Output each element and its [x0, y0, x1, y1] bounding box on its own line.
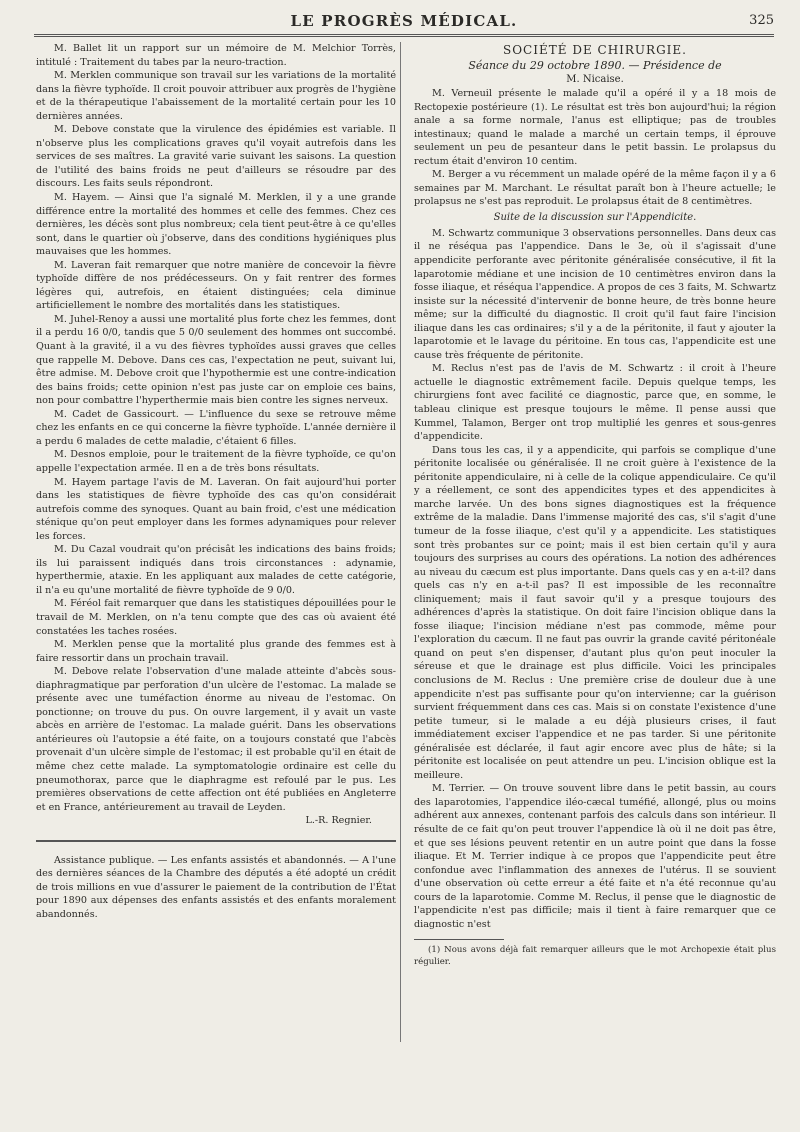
paragraph: M. Cadet de Gassicourt. — L'influence du sexe se retrouve même chez les enfants en ce qui concerne la fièvre typhoïde. L'année dernière il a perdu 6 malades de cette maladie, c'étaient 6 filles.	[36, 408, 396, 447]
paragraph: M. Debove relate l'observation d'une malade atteinte d'abcès sous-diaphragmatique par perforation d'un ulcère de l'estomac. La malade se présente avec une tuméfaction énorme au niveau de l'estomac. On ponctionne; on trouve du pus. On ouvre largement, il y avait un vaste abcès en arrière de l'estomac. La malade guérit. Dans les observations antérieures où l'autopsie a été faite, on a toujours constaté que l'abcès provenait d'un ulcère simple de l'estomac; il est probable qu'il en était de même chez cette malade. La symptomatologie ordinaire est celle du pneumothorax, parce que le diaphragme est refoulé par le pus. Les premières observations de cette affection ont été publiées en Angleterre et en France, antérieurement au travail de Leyden.	[36, 666, 396, 813]
paragraph: M. Merklen pense que la mortalité plus grande des femmes est à faire ressortir dans un prochain travail.	[36, 639, 396, 664]
paragraph: M. Berger a vu récemment un malade opéré de la même façon il y a 6 semaines par M. Marchant. Le résultat paraît bon à l'heure actuelle; le prolapsus ne s'est pas reproduit. Le prolapsus était de 8 centimètres.	[414, 169, 776, 208]
paragraph: M. Laveran fait remarquer que notre manière de concevoir la fièvre typhoïde diffère de nos prédécesseurs. On y fait rentrer des formes légères qui, autrefois, en étaient distinguées; cela diminue artificiellement le nombre des mortalités dans les statistiques.	[36, 259, 396, 312]
discussion-heading: Suite de la discussion sur l'Appendicite.	[493, 211, 697, 223]
author-signature: L.-R. Regnier.	[305, 815, 372, 827]
paragraph: M. Desnos emploie, pour le traitement de la fièvre typhoïde, ce qu'on appelle l'expectation armée. Il en a de très bons résultats.	[36, 449, 396, 474]
paragraph: M. Hayem partage l'avis de M. Laveran. On fait aujourd'hui porter dans les statistiques de fièvre typhoïde des cas qu'on considérait autrefois comme des synoques. Quant au bain froid, c'est une médication sténique qu'on peut employer dans les formes adynamiques pour relever les forces.	[36, 476, 396, 542]
paragraph: M. Ballet lit un rapport sur un mémoire de M. Melchior Torrès, intitulé : Traitement du tabes par la neuro-traction.	[36, 43, 396, 68]
section-separator	[36, 840, 396, 844]
paragraph: M. Merklen communique son travail sur les variations de la mortalité dans la fièvre typhoïde. Il croit pouvoir attribuer aux progrès de l'hygiène et de la thérapeutique l'abaissement de la mortalité certain pour les 10 dernières années.	[36, 70, 396, 122]
right-column	[414, 42, 776, 1102]
footnote: (1) Nous avons déjà fait remarquer ailleurs que le mot Archopexie était plus régulier.	[414, 945, 776, 968]
section-title: SOCIÉTÉ DE CHIRURGIE.	[503, 43, 687, 57]
paragraph: M. Debove constate que la virulence des épidémies est variable. Il n'observe plus les complications graves qu'il voyait autrefois dans les services de ses maîtres. La gravité varie suivant les saisons. La question de l'utilité des bains froids ne peut d'ailleurs se résoudre par des discours. Les faits seuls répondront.	[36, 124, 396, 190]
paragraph: M. Juhel-Renoy a aussi une mortalité plus forte chez les femmes, dont il a perdu 16 0/0, tandis que 5 0/0 seulement des hommes ont succombé. Quant à la gravité, il a vu des fièvres typhoïdes aussi graves que celles que rappelle M. Debove. Dans ces cas, l'expectation ne peut, suivant lui, être admise. M. Debove croit que l'hypothermie est une contre-indication des bains froids; cette opinion n'est pas juste car on emploie ces bains, non pour combattre l'hyperthermie mais bien contre les signes nerveux.	[36, 313, 396, 407]
paragraph: M. Verneuil présente le malade qu'il a opéré il y a 18 mois de Rectopexie postérieure (1). Le résultat est très bon aujourd'hui; la région anale a sa forme normale, l'anus est elliptique; pas de troubles intestinaux; quand le malade a marché un certain temps, il éprouve seulement un peu de pesanteur dans le petit bassin. Le prolapsus du rectum était d'environ 10 centim.	[414, 88, 776, 167]
section-president: M. Nicaise.	[566, 74, 624, 85]
paragraph: M. Reclus n'est pas de l'avis de M. Schwartz : il croit à l'heure actuelle le diagnostic extrêmement facile. Depuis quelque temps, les chirurgiens font avec facilité ce diagnostic, parce que, en somme, le tableau clinique est presque toujours le même. Il pense aussi que Kummel, Talamon, Berger ont trop multiplié les genres et sous-genres d'appendicite.	[414, 363, 776, 443]
footnote-rule	[414, 939, 504, 940]
paragraph: Assistance publique. — Les enfants assistés et abandonnés. — A l'une des dernières séances de la Chambre des députés a été adopté un crédit de trois millions en vue d'assurer le paiement de la contribution de l'État pour 1890 aux dépenses des enfants assistés et des enfants moralement abandonnés.	[36, 854, 396, 920]
paragraph: M. Terrier. — On trouve souvent libre dans le petit bassin, au cours des laparotomies, l'appendice iléo-cæcal tuméfié, allongé, plus ou moins adhérent aux annexes, contenant parfois des calculs dans son intérieur. Il résulte de ce fait qu'on peut trouver l'appendice là où il ne doit pas être, et que ses lésions peuvent retentir en un autre point que dans la fosse iliaque. Et M. Terrier indique à ce propos que l'appendicite peut être confondue avec l'inflammation des annexes de l'utérus. Il se souvient d'une observation où cette erreur a été faite et n'a été reconnue qu'au cours de la laparotomie. Comme M. Reclus, il pense que le diagnostic de l'appendicite n'est pas difficile; mais il tient à faire remarquer que ce diagnostic n'est	[414, 783, 776, 930]
left-column	[36, 42, 396, 1102]
paragraph: M. Du Cazal voudrait qu'on précisât les indications des bains froids; ils lui paraissent indiqués dans trois circonstances : adynamie, hyperthermie, ataxie. En les appliquant aux malades de cette catégorie, il n'a eu qu'une mortalité de fièvre typhoïde de 9 0/0.	[36, 544, 396, 596]
section-subtitle: Séance du 29 octobre 1890. — Présidence de	[468, 59, 722, 72]
column-rule	[400, 42, 401, 1042]
page-header	[34, 12, 774, 37]
page-number: 325	[749, 13, 774, 28]
paragraph: M. Féréol fait remarquer que dans les statistiques dépouillées pour le travail de M. Merklen, on n'a tenu compte que des cas où avaient été constatées les taches rosées.	[36, 598, 396, 637]
journal-title: LE PROGRÈS MÉDICAL.	[290, 12, 518, 30]
paragraph: M. Hayem. — Ainsi que l'a signalé M. Merklen, il y a une grande différence entre la mortalité des hommes et celle des femmes. Chez ces dernières, les décès sont plus nombreux; cela tient peut-être à ce qu'elles sont, dans le quartier où j'observe, dans des conditions hygiéniques plus mauvaises que les hommes.	[36, 192, 396, 258]
paragraph: Dans tous les cas, il y a appendicite, qui parfois se complique d'une péritonite localisée ou généralisée. Il ne croit guère à l'existence de la péritonite appendiculaire, ni à celle de la colique appendiculaire. Ce qu'il y a réellement, ce sont des appendicites types et des appendicites à marche larvée. Un des bons signes diagnostiques est la fréquence extrême de la maladie. Dans l'immense majorité des cas, s'il s'agit d'une tumeur de la fosse iliaque, c'est qu'il y a appendicite. Les statistiques sont très probantes sur ce point; mais il est bien certain qu'il y aura toujours des surprises au cours des opérations. La notion des adhérences au niveau du cæcum est plus importante. Dans quels cas y en a-t-il? dans quels cas n'y en a-t-il pas? Il est impossible de les reconnaître cliniquement; mais il faut savoir qu'il y a presque toujours des adhérences d'après la statistique. On doit faire l'incision oblique dans la fosse iliaque; l'incision médiane n'est pas commode, même pour l'exploration du cæcum. Il ne faut pas ouvrir la grande cavité péritonéale quand on peut s'en dispenser, d'autant plus qu'on peut inoculer la séreuse et que le drainage est plus difficile. Voici les principales conclusions de M. Reclus : Une première crise de douleur due à une appendicite n'est pas suffisante pour qu'on intervienne; car la guérison survient fréquemment dans ces cas. Mais si on constate l'existence d'une petite tumeur, si le malade a eu déjà plusieurs crises, il faut immédiatement exciser l'appendice et ne pas tarder. Si une péritonite généralisée est déclarée, il faut agir encore avec plus de hâte; si la péritonite est localisée on peut attendre un peu. L'incision oblique est la meilleure.	[414, 444, 776, 781]
paragraph: M. Schwartz communique 3 observations personnelles. Dans deux cas il ne réséqua pas l'appendice. Dans le 3e, où il s'agissait d'une appendicite perforante avec péritonite généralisée consécutive, il fit la laparotomie médiane et une incision de 10 centimètres environ dans la fosse iliaque, et réséqua l'appendice. A propos de ces 3 faits, M. Schwartz insiste sur la nécessité d'intervenir de bonne heure, de très bonne heure même; sur la difficulté du diagnostic. Il croit qu'il faut faire l'incision iliaque dans les cas ordinaires; s'il y a de la péritonite, il faut y ajouter la laparotomie et le lavage du péritoine. En tous cas, l'appendicite est une cause très fréquente de péritonite.	[414, 227, 776, 361]
